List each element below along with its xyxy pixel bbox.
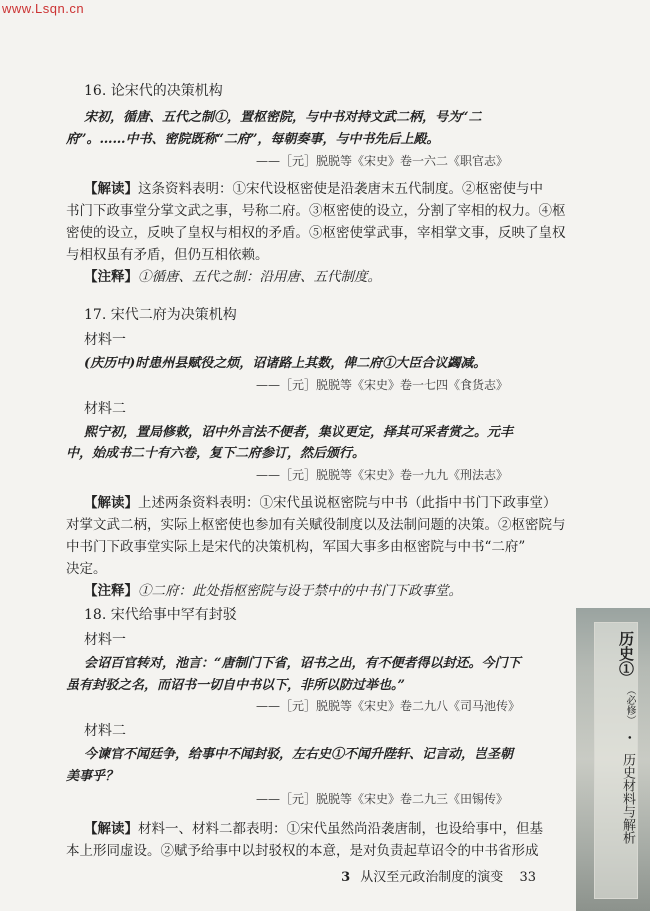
section-18-reading-line-1 xyxy=(84,818,543,840)
section-16-note-label: 【注释】 xyxy=(84,269,138,285)
section-17-material-2-quote-2: 中，始成书二十有六卷，复下二府参订，然后颁行。 xyxy=(66,446,366,461)
section-18-material-2-source: ——［元］脱脱等《宋史》卷二九三《田锡传》 xyxy=(256,792,509,806)
side-tab-subject: 历史材料与解析 xyxy=(620,753,635,844)
section-17-note-label: 【注释】 xyxy=(84,583,138,599)
section-18-material-1-label: 材料一 xyxy=(84,632,126,648)
page-footer xyxy=(341,866,536,885)
section-17-material-1-source: ——［元］脱脱等《宋史》卷一七四《食货志》 xyxy=(256,378,509,392)
section-18-material-1-source: ——［元］脱脱等《宋史》卷二九八《司马池传》 xyxy=(256,699,521,713)
section-17-reading-line-4: 决定。 xyxy=(66,561,107,577)
section-16-note xyxy=(84,266,381,288)
section-16-reading-line-2: 书门下政事堂分掌文武之事，号称二府。③枢密使的设立，分割了宰相的权力。④枢 xyxy=(66,203,566,219)
chapter-title: 从汉至元政治制度的演变 xyxy=(360,870,504,885)
section-17-note-text: ①二府：此处指枢密院与设于禁中的中书门下政事堂。 xyxy=(138,583,462,599)
section-16-reading-text-1: 这条资料表明：①宋代设枢密使是沿袭唐末五代制度。②枢密使与中 xyxy=(138,181,543,197)
section-17-material-2-label: 材料二 xyxy=(84,401,126,417)
section-16-title: 16. 论宋代的决策机构 xyxy=(84,83,223,99)
section-16-quote-line-2: 府”。……中书、密院既称“二府”，每朝奏事，与中书先后上殿。 xyxy=(66,132,440,147)
section-18-reading-text-1: 材料一、材料二都表明：①宋代虽然尚沿袭唐制，也设给事中，但基 xyxy=(138,821,543,837)
section-16-reading-label: 【解读】 xyxy=(84,181,138,197)
section-17-reading-line-2: 对掌文武二柄，实际上枢密使也参加有关赋役制度以及法制问题的决策。②枢密院与 xyxy=(66,517,566,533)
section-16-note-text: ①循唐、五代之制：沿用唐、五代制度。 xyxy=(138,269,381,285)
section-17-material-1-quote: (庆历中)时患州县赋役之烦，诏诸路上其数，俾二府①大臣合议蠲减。 xyxy=(84,356,487,371)
section-18-material-1-quote-2: 虽有封驳之名，而诏书一切自中书以下，非所以防过举也。” xyxy=(66,678,405,693)
section-18-reading-line-2: 本上形同虚设。②赋予给事中以封驳权的本意，是对负责起草诏令的中书省形成 xyxy=(66,843,539,859)
section-18-reading-label: 【解读】 xyxy=(84,821,138,837)
section-17-reading-text-1: 上述两条资料表明：①宋代虽说枢密院与中书（此指中书门下政事堂） xyxy=(138,495,557,511)
section-17-title: 17. 宋代二府为决策机构 xyxy=(84,307,237,323)
section-16-reading-line-4: 与相权虽有矛盾，但仍互相依赖。 xyxy=(66,247,269,263)
section-17-reading-line-1 xyxy=(84,492,557,514)
section-16-reading-line-3: 密使的设立，反映了皇权与相权的矛盾。⑤枢密使掌武事，宰相掌文事，反映了皇权 xyxy=(66,225,566,241)
page-number: 33 xyxy=(519,870,536,885)
section-17-material-2-quote-1: 熙宁初，置局修敕，诏中外言法不便者，集议更定，择其可采者赏之。元丰 xyxy=(84,425,514,440)
section-16-quote-line-1: 宋初，循唐、五代之制①，置枢密院，与中书对持文武二柄，号为“二 xyxy=(84,110,482,125)
side-tab xyxy=(576,608,650,911)
section-16-source: ——［元］脱脱等《宋史》卷一六二《职官志》 xyxy=(256,154,509,168)
side-tab-dot: · xyxy=(621,735,637,740)
section-16-reading-line-1 xyxy=(84,178,543,200)
section-18-material-2-quote-1: 今谏官不闻廷争，给事中不闻封驳，左右史①不闻升陛轩、记言动，岂圣朝 xyxy=(84,747,514,762)
section-18-material-2-quote-2: 美事乎？ xyxy=(66,769,119,784)
side-tab-panel xyxy=(594,622,638,899)
section-17-material-2-source: ——［元］脱脱等《宋史》卷一九九《刑法志》 xyxy=(256,468,509,482)
side-tab-title: 历史① xyxy=(617,631,635,676)
section-18-material-2-label: 材料二 xyxy=(84,723,126,739)
section-17-reading-label: 【解读】 xyxy=(84,495,138,511)
section-17-reading-line-3: 中书门下政事堂实际上是宋代的决策机构，军国大事多由枢密院与中书“二府” xyxy=(66,539,526,555)
section-18-material-1-quote-1: 会诏百官转对，池言：“唐制门下省，诏书之出，有不便者得以封还。今门下 xyxy=(84,656,521,671)
section-18-title: 18. 宋代给事中罕有封驳 xyxy=(84,607,237,623)
side-tab-subtitle: （必修） xyxy=(624,685,635,725)
watermark-text: www.Lsqn.cn xyxy=(2,1,85,16)
section-17-note xyxy=(84,580,462,602)
chapter-number: 3 xyxy=(341,870,351,885)
section-17-material-1-label: 材料一 xyxy=(84,332,126,348)
